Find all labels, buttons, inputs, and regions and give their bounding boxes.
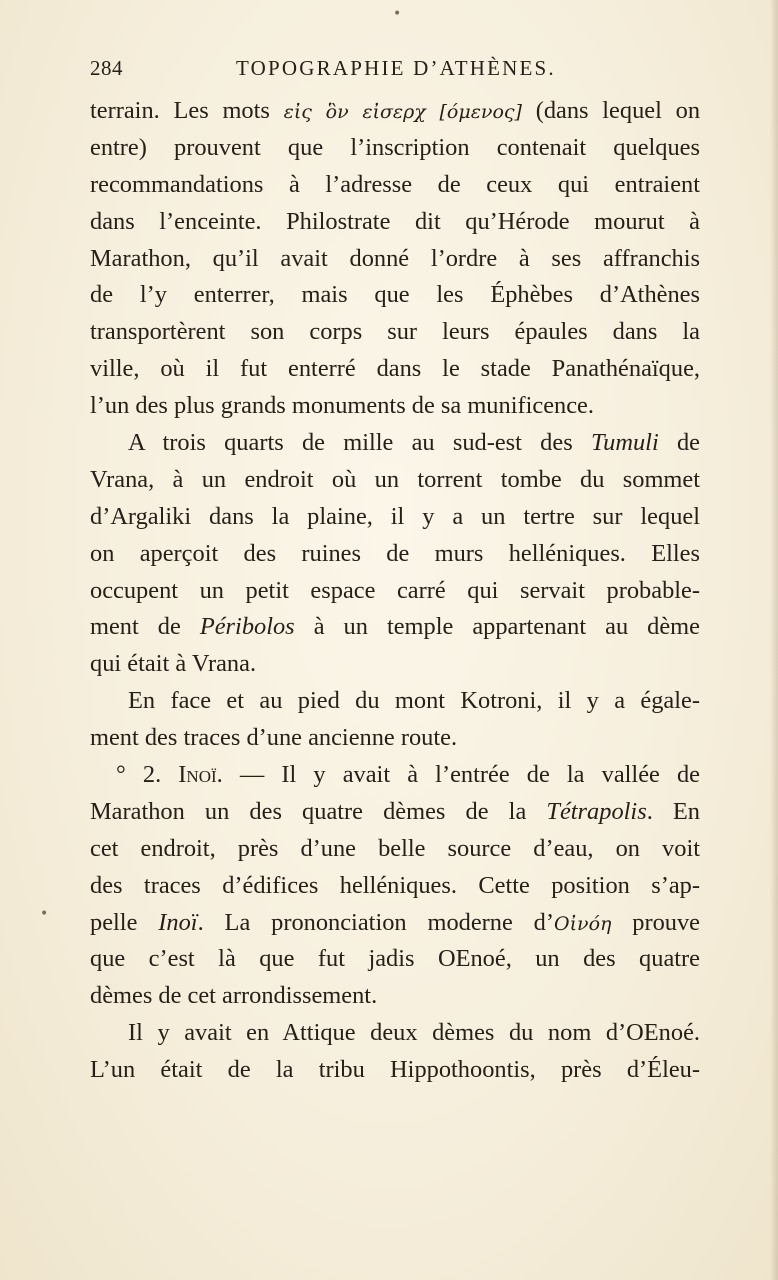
text-line [90,683,700,720]
text-line [90,130,700,167]
text-line [90,609,700,646]
text-line [90,720,700,757]
text-line [90,757,700,794]
margin-dot-mark: • [40,906,49,922]
text-segment: de [658,429,700,457]
text-segment: Vrana, à un endroit où un torrent tombe du sommet [90,465,700,493]
text-segment: cet endroit, près d’une belle source d’eau, on voit [90,834,700,862]
text-segment: de l’y enterrer, mais que les Éphèbes d’Athènes [90,281,700,309]
text-line [90,905,700,942]
text-line [90,388,700,425]
text-segment: des traces d’édifices helléniques. Cette position s’ap- [90,871,700,899]
text-line [90,1052,700,1089]
text-segment: Inoï [178,761,217,789]
text-segment: Inoï [158,908,198,936]
text-segment: dans l’enceinte. Philostrate dit qu’Hérode mourut à [90,207,700,235]
text-segment: ° 2. [116,761,179,789]
text-segment: terrain. Les mots [90,97,284,124]
text-segment: . La prononciation moderne d’ [197,908,554,936]
page-edge-shadow [770,0,778,1280]
text-segment: d’Argaliki dans la plaine, il y a un tertre sur lequel [90,502,700,530]
text-line [90,1015,700,1052]
text-segment: Marathon, qu’il avait donné l’ordre à ses affranchis [90,244,700,272]
page-number: 284 [90,56,123,80]
text-segment: transportèrent son corps sur leurs épaules dans la [90,318,700,346]
text-segment: ment des traces d’une ancienne route. [90,724,458,752]
text-segment: εἰς ὃν εἰσερχ [όμενος] [283,101,522,123]
text-segment: Péribolos [199,613,295,641]
text-segment: (dans lequel on [521,97,701,124]
text-segment: ment de [90,613,200,641]
text-line [90,93,700,130]
text-segment: Marathon un des quatre dèmes de la [90,797,547,825]
text-line [90,314,700,351]
text-line [90,978,700,1015]
text-segment: Tumuli [590,429,659,457]
text-line [90,868,700,905]
text-segment: A trois quarts de mille au sud-est des [128,429,591,457]
text-line [90,941,700,978]
text-segment: . En [646,797,700,825]
text-line [90,241,700,278]
text-segment: L’un était de la tribu Hippothoontis, près d’Éleu- [90,1056,700,1084]
text-line [90,573,700,610]
body-text [90,93,700,1089]
text-line [90,536,700,573]
text-line [90,167,700,204]
speck-mark: • [393,6,402,22]
text-segment: pelle [90,908,159,936]
text-segment: Il y avait en Attique deux dèmes du nom d’OEnoé. [128,1019,700,1047]
text-line [90,499,700,536]
text-segment: recommandations à l’adresse de ceux qui entraient [90,170,700,198]
text-segment: l’un des plus grands monuments de sa munificence. [90,392,594,420]
text-segment: prouve [611,908,701,936]
text-segment: . — Il y avait à l’entrée de la vallée de [216,761,700,789]
page-header [90,56,700,84]
text-segment: à un temple appartenant au dème [294,613,700,641]
text-segment: ville, où il fut enterré dans le stade Panathénaïque, [90,355,700,383]
text-segment: que c’est là que fut jadis OEnoé, un des quatre [90,945,700,973]
text-segment: Tétrapolis [546,797,647,825]
text-segment: qui était à Vrana. [90,650,257,678]
running-title: TOPOGRAPHIE D’ATHÈNES. [236,56,556,80]
text-line [90,646,700,683]
text-line [90,351,700,388]
text-line [90,425,700,462]
text-line [90,277,700,314]
text-segment: Οἰνόη [554,912,612,935]
text-segment: occupent un petit espace carré qui servait probable- [90,576,700,604]
text-line [90,204,700,241]
text-segment: entre) prouvent que l’inscription contenait quelques [90,133,700,161]
text-segment: dèmes de cet arrondissement. [90,982,378,1010]
text-line [90,794,700,831]
text-segment: on aperçoit des ruines de murs helléniques. Elles [90,539,700,567]
text-line [90,831,700,868]
text-line [90,462,700,499]
text-segment: En face et au pied du mont Kotroni, il y a égale- [128,687,700,715]
